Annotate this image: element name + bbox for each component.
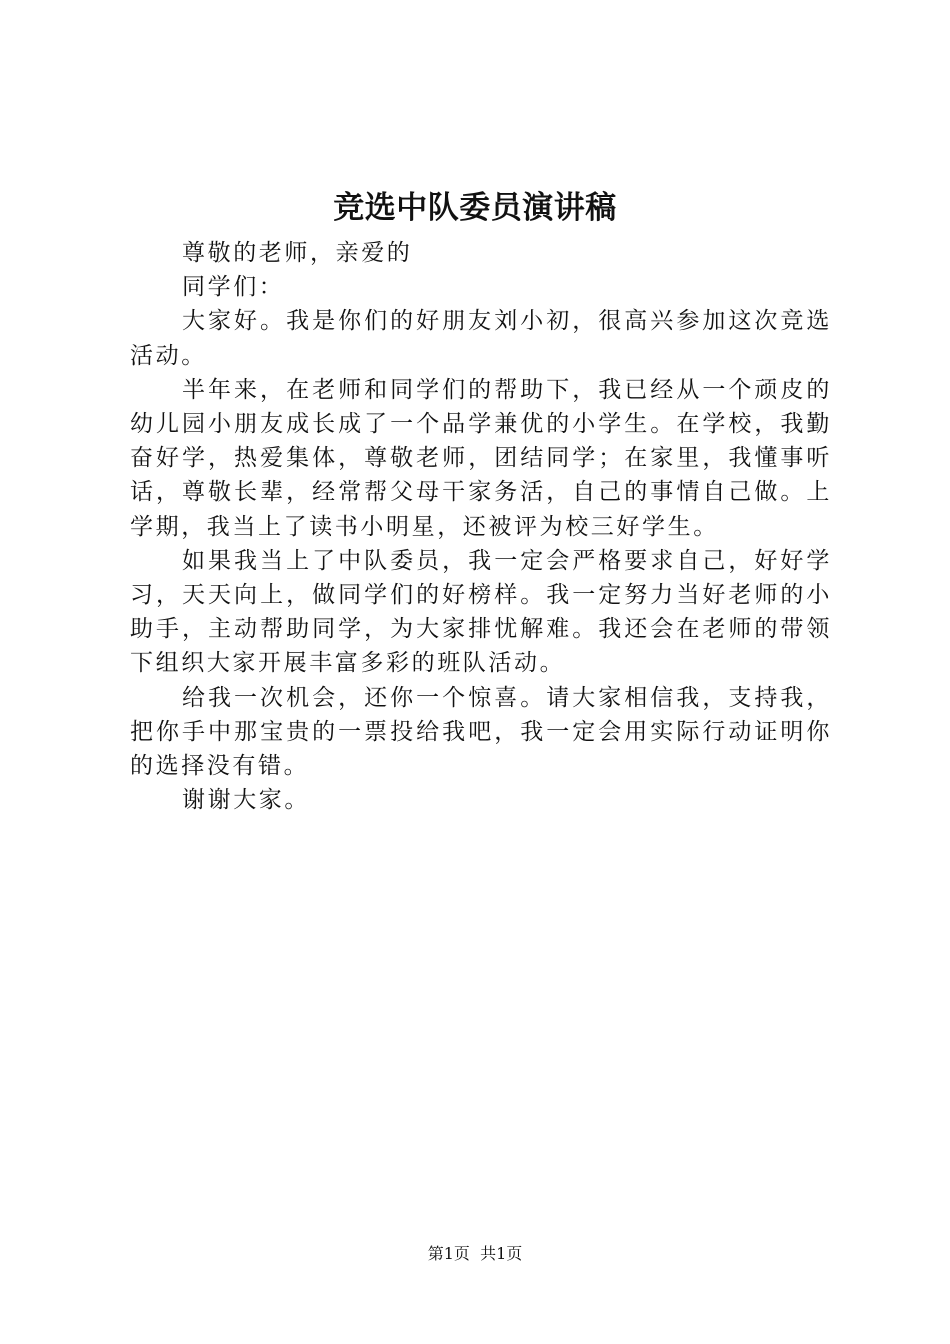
closing-line: 谢谢大家。 xyxy=(182,787,310,814)
document-title: 竞选中队委员演讲稿 xyxy=(333,190,617,226)
body-paragraph: 半年来，在老师和同学们的帮助下，我已经从一个顽皮的幼儿园小朋友成长成了一个品学兼优的小学生。在学校，我勤奋好学，热爱集体，尊敬老师，团结同学；在家里，我懂事听话，尊敬长辈，经常帮父母干家务活，自己的事情自己做。上学期，我当上了读书小明星，还被评为校三好学生。 xyxy=(130,376,832,540)
page-footer xyxy=(0,1243,950,1265)
body-paragraph: 给我一次机会，还你一个惊喜。请大家相信我，支持我，把你手中那宝贵的一票投给我吧，我一定会用实际行动证明你的选择没有错。 xyxy=(130,684,832,780)
body-paragraph: 大家好。我是你们的好朋友刘小初，很高兴参加这次竞选活动。 xyxy=(130,308,832,369)
body-paragraph: 如果我当上了中队委员，我一定会严格要求自己，好好学习，天天向上，做同学们的好榜样。我一定努力当好老师的小助手，主动帮助同学，为大家排忧解难。我还会在老师的带领下组织大家开展丰富多彩的班队活动。 xyxy=(130,547,832,677)
document-body xyxy=(130,236,832,817)
page-total: 共1页 xyxy=(480,1244,523,1263)
salutation-line-continued: 同学们： xyxy=(182,274,285,301)
page-number: 第1页 xyxy=(427,1244,470,1263)
salutation-line: 尊敬的老师，亲爱的 xyxy=(182,240,413,266)
